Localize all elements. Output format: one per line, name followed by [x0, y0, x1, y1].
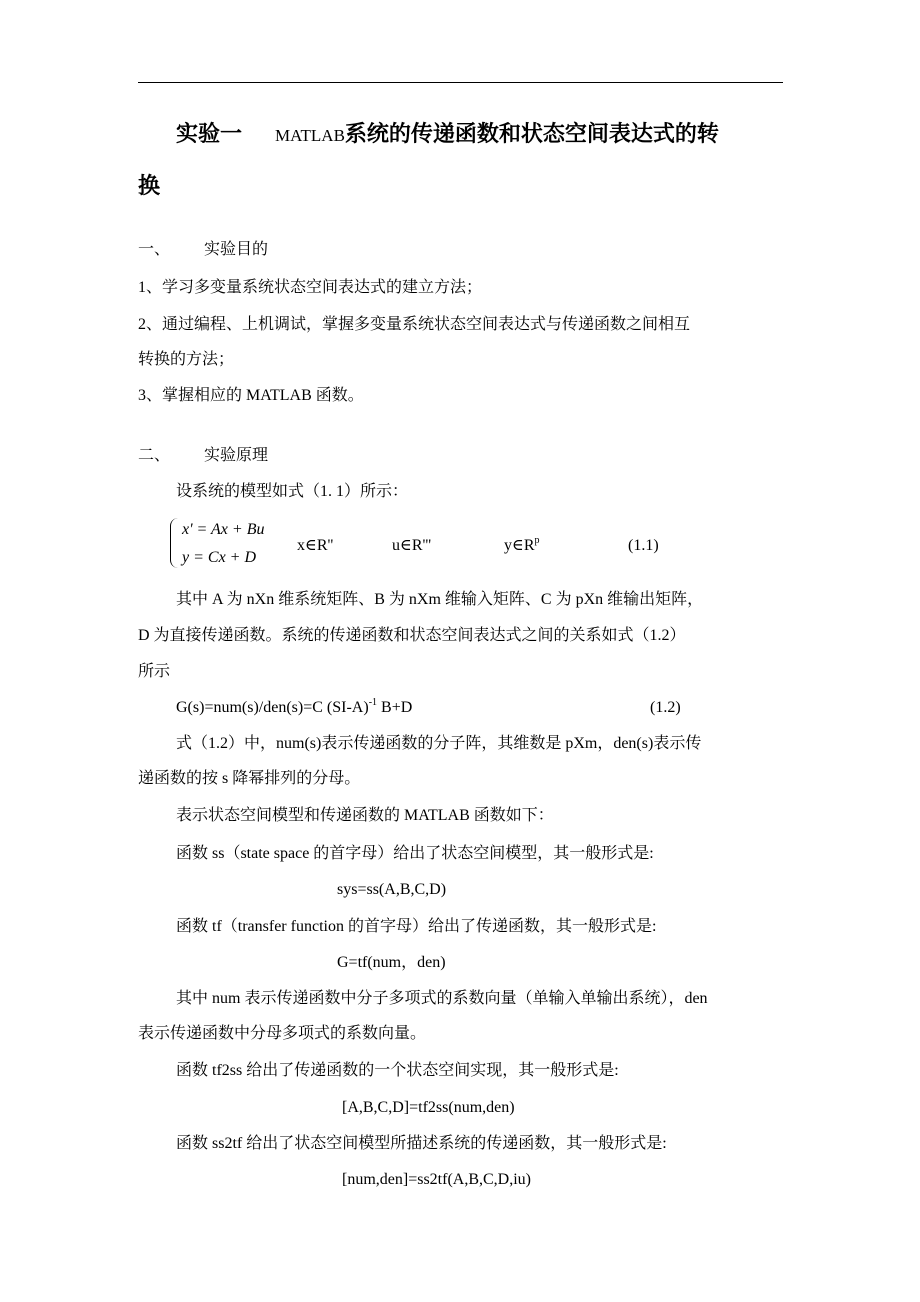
y-domain: $y\in R^p$ [504, 535, 540, 554]
section-2-number: 二、 [138, 447, 171, 464]
objective-2: 2、通过编程、上机调试，掌握多变量系统状态空间表达式与传递函数之间相互 [138, 316, 691, 333]
model-intro: 设系统的模型如式（1. 1）所示： [176, 483, 409, 500]
equation-1-number: (1.1) [628, 537, 659, 554]
equation-brace [170, 518, 179, 568]
header-rule [138, 82, 783, 83]
section-1-title: 实验目的 [204, 241, 269, 258]
objective-3: 3、掌握相应的 MATLAB 函数。 [138, 387, 364, 404]
equation-2: G(s)=num(s)/den(s)=C $(SI-A)^{-1}$ B+D [176, 697, 413, 716]
page-title-cont: 换 [138, 173, 161, 198]
title-prefix: 实验一 [176, 121, 243, 146]
tf2ss-code: [A,B,C,D]=tf2ss(num,den) [342, 1099, 515, 1116]
output-equation: y = Cx + D [182, 549, 257, 566]
section-1-number: 一、 [138, 241, 171, 258]
tf2ss-description: 函数 tf2ss 给出了传递函数的一个状态空间实现，其一般形式是: [176, 1062, 619, 1079]
title-rest: 系统的传递函数和状态空间表达式的转 [344, 121, 719, 146]
para-1-line-3: 所示 [138, 663, 171, 680]
para-3: 表示状态空间模型和传递函数的 MATLAB 函数如下： [176, 807, 554, 824]
equation-2-number: (1.2) [650, 699, 681, 716]
ss-code: sys=ss(A,B,C,D) [337, 881, 447, 898]
tf-code: G=tf(num，den) [337, 954, 446, 971]
u-domain: u∈R''' [392, 537, 432, 554]
para-1-line-2: D 为直接传递函数。系统的传递函数和状态空间表达式之间的关系如式（1.2） [138, 627, 686, 644]
ss2tf-code: [num,den]=ss2tf(A,B,C,D,iu) [342, 1171, 532, 1188]
num-description-line-1: 其中 num 表示传递函数中分子多项式的系数向量（单输入单输出系统），den [176, 990, 708, 1007]
ss-description: 函数 ss（state space 的首字母）给出了状态空间模型，其一般形式是: [176, 845, 654, 862]
page-title [176, 120, 719, 150]
section-2-title: 实验原理 [204, 447, 269, 464]
state-equation: x' = Ax + Bu [182, 521, 265, 538]
objective-2-cont: 转换的方法； [138, 351, 235, 368]
title-latin: MATLAB [275, 126, 345, 145]
para-2-line-1: 式（1.2）中，num(s)表示传递函数的分子阵，其维数是 pXm，den(s)表示传 [176, 735, 702, 752]
para-1-line-1: 其中 A 为 nXn 维系统矩阵、B 为 nXm 维输入矩阵、C 为 pXn 维输出矩阵， [176, 591, 704, 608]
tf-description: 函数 tf（transfer function 的首字母）给出了传递函数，其一般形式是: [176, 918, 657, 935]
x-domain: x∈R'' [297, 537, 334, 554]
ss2tf-description: 函数 ss2tf 给出了状态空间模型所描述系统的传递函数，其一般形式是: [176, 1135, 667, 1152]
num-description-line-2: 表示传递函数中分母多项式的系数向量。 [138, 1025, 427, 1042]
para-2-line-2: 递函数的按 s 降幂排列的分母。 [138, 770, 361, 787]
objective-1: 1、学习多变量系统状态空间表达式的建立方法； [138, 279, 483, 296]
